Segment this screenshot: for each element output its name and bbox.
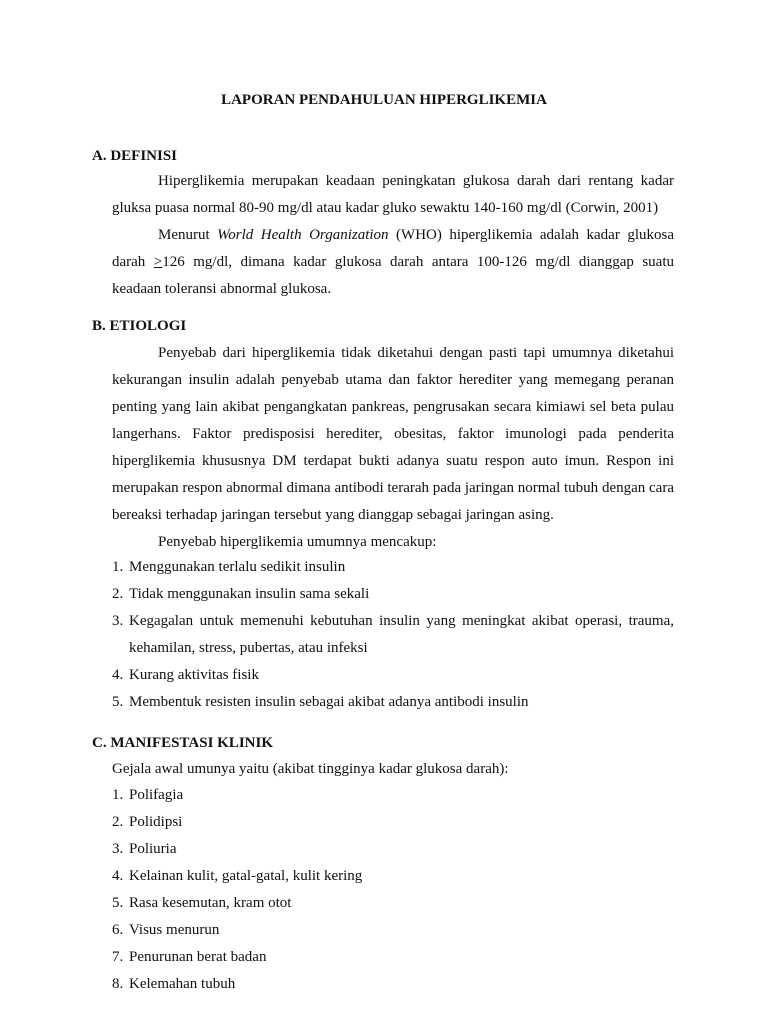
list-item [112, 608, 674, 662]
section-a-paragraph-1 [112, 168, 674, 222]
list-item [112, 944, 674, 971]
list-number: 7. [112, 949, 124, 965]
list-item-text: Rasa kesemutan, kram otot [129, 895, 292, 911]
list-item-text: Poliuria [129, 841, 177, 857]
list-number: 5. [112, 694, 124, 710]
list-item [112, 836, 674, 863]
list-number: 6. [112, 922, 124, 938]
list-number: 4. [112, 868, 124, 884]
list-item-text: Tidak menggunakan insulin sama sekali [129, 586, 370, 602]
list-item [112, 917, 674, 944]
greater-equal-symbol: > [153, 254, 163, 270]
section-b-heading: B. ETIOLOGI [92, 318, 187, 334]
list-item [112, 689, 674, 716]
list-number: 1. [112, 787, 124, 803]
list-number: 4. [112, 667, 124, 683]
section-b-paragraph-2-text: Penyebab hiperglikemia umumnya mencakup: [158, 534, 437, 550]
section-b-paragraph-1-text: Penyebab dari hiperglikemia tidak diketahui dengan pasti tapi umumnya diketahui kekurangan insulin adalah penyebab utama dan faktor herediter yang memegang peranan penting yang lain akibat pengangkatan pankreas, pengrusakan secara kimiawi sel beta pulau langerhans. Faktor predisposisi herediter, obesitas, faktor imunologi pada penderita hiperglikemia khususnya DM terdapat bukti adanya suatu respon auto imun. Respon ini merupakan respon abnormal dimana antibodi terarah pada jaringan normal tubuh dengan cara bereaksi terhadap jaringan tersebut yang dianggap sebagai jaringan asing. [112, 345, 674, 523]
section-a-paragraph-1-text: Hiperglikemia merupakan keadaan peningkatan glukosa darah dari rentang kadar gluksa puasa normal 80-90 mg/dl atau kadar gluko sewaktu 140-160 mg/dl (Corwin, 2001) [112, 173, 674, 216]
list-item [112, 809, 674, 836]
list-item [112, 863, 674, 890]
section-c-intro: Gejala awal umunya yaitu (akibat tingginya kadar glukosa darah): [112, 761, 509, 777]
section-c-heading: C. MANIFESTASI KLINIK [92, 735, 274, 751]
list-item-text: Kelemahan tubuh [129, 976, 236, 992]
list-item-text: Penurunan berat badan [129, 949, 267, 965]
section-b-paragraph-2 [112, 529, 674, 556]
list-item-text: Polifagia [129, 787, 184, 803]
list-item [112, 662, 674, 689]
list-item [112, 581, 674, 608]
list-item-text: Kelainan kulit, gatal-gatal, kulit kering [129, 868, 363, 884]
list-item [112, 890, 674, 917]
list-item [112, 782, 674, 809]
document-title: LAPORAN PENDAHULUAN HIPERGLIKEMIA [221, 92, 547, 108]
p2-text-b: (WHO) hiperglikemia adalah kadar glukosa darah [112, 227, 674, 270]
list-item [112, 554, 674, 581]
list-number: 3. [112, 841, 124, 857]
list-item-text: Kurang aktivitas fisik [129, 667, 259, 683]
section-b-paragraph-1 [112, 340, 674, 529]
list-number: 3. [112, 613, 124, 629]
section-a-heading: A. DEFINISI [92, 148, 178, 164]
list-number: 8. [112, 976, 124, 992]
list-number: 5. [112, 895, 124, 911]
p2-text-c: 126 mg/dl, dimana kadar glukosa darah antara 100-126 mg/dl dianggap suatu keadaan toleransi abnormal glukosa. [112, 254, 675, 297]
etiology-list [112, 554, 674, 716]
section-a-paragraph-2 [112, 222, 674, 303]
list-number: 2. [112, 586, 124, 602]
symptoms-list [112, 782, 674, 998]
list-item-text: Membentuk resisten insulin sebagai akibat adanya antibodi insulin [129, 694, 529, 710]
list-item-text: Visus menurun [129, 922, 220, 938]
list-number: 1. [112, 559, 124, 575]
list-item-text: Kegagalan untuk memenuhi kebutuhan insulin yang meningkat akibat operasi, trauma, kehamilan, stress, pubertas, atau infeksi [129, 613, 674, 656]
who-italic-text: World Health Organization [217, 227, 389, 243]
list-item [112, 971, 674, 998]
list-number: 2. [112, 814, 124, 830]
list-item-text: Menggunakan terlalu sedikit insulin [129, 559, 346, 575]
list-item-text: Polidipsi [129, 814, 183, 830]
p2-text-a: Menurut [158, 227, 218, 243]
